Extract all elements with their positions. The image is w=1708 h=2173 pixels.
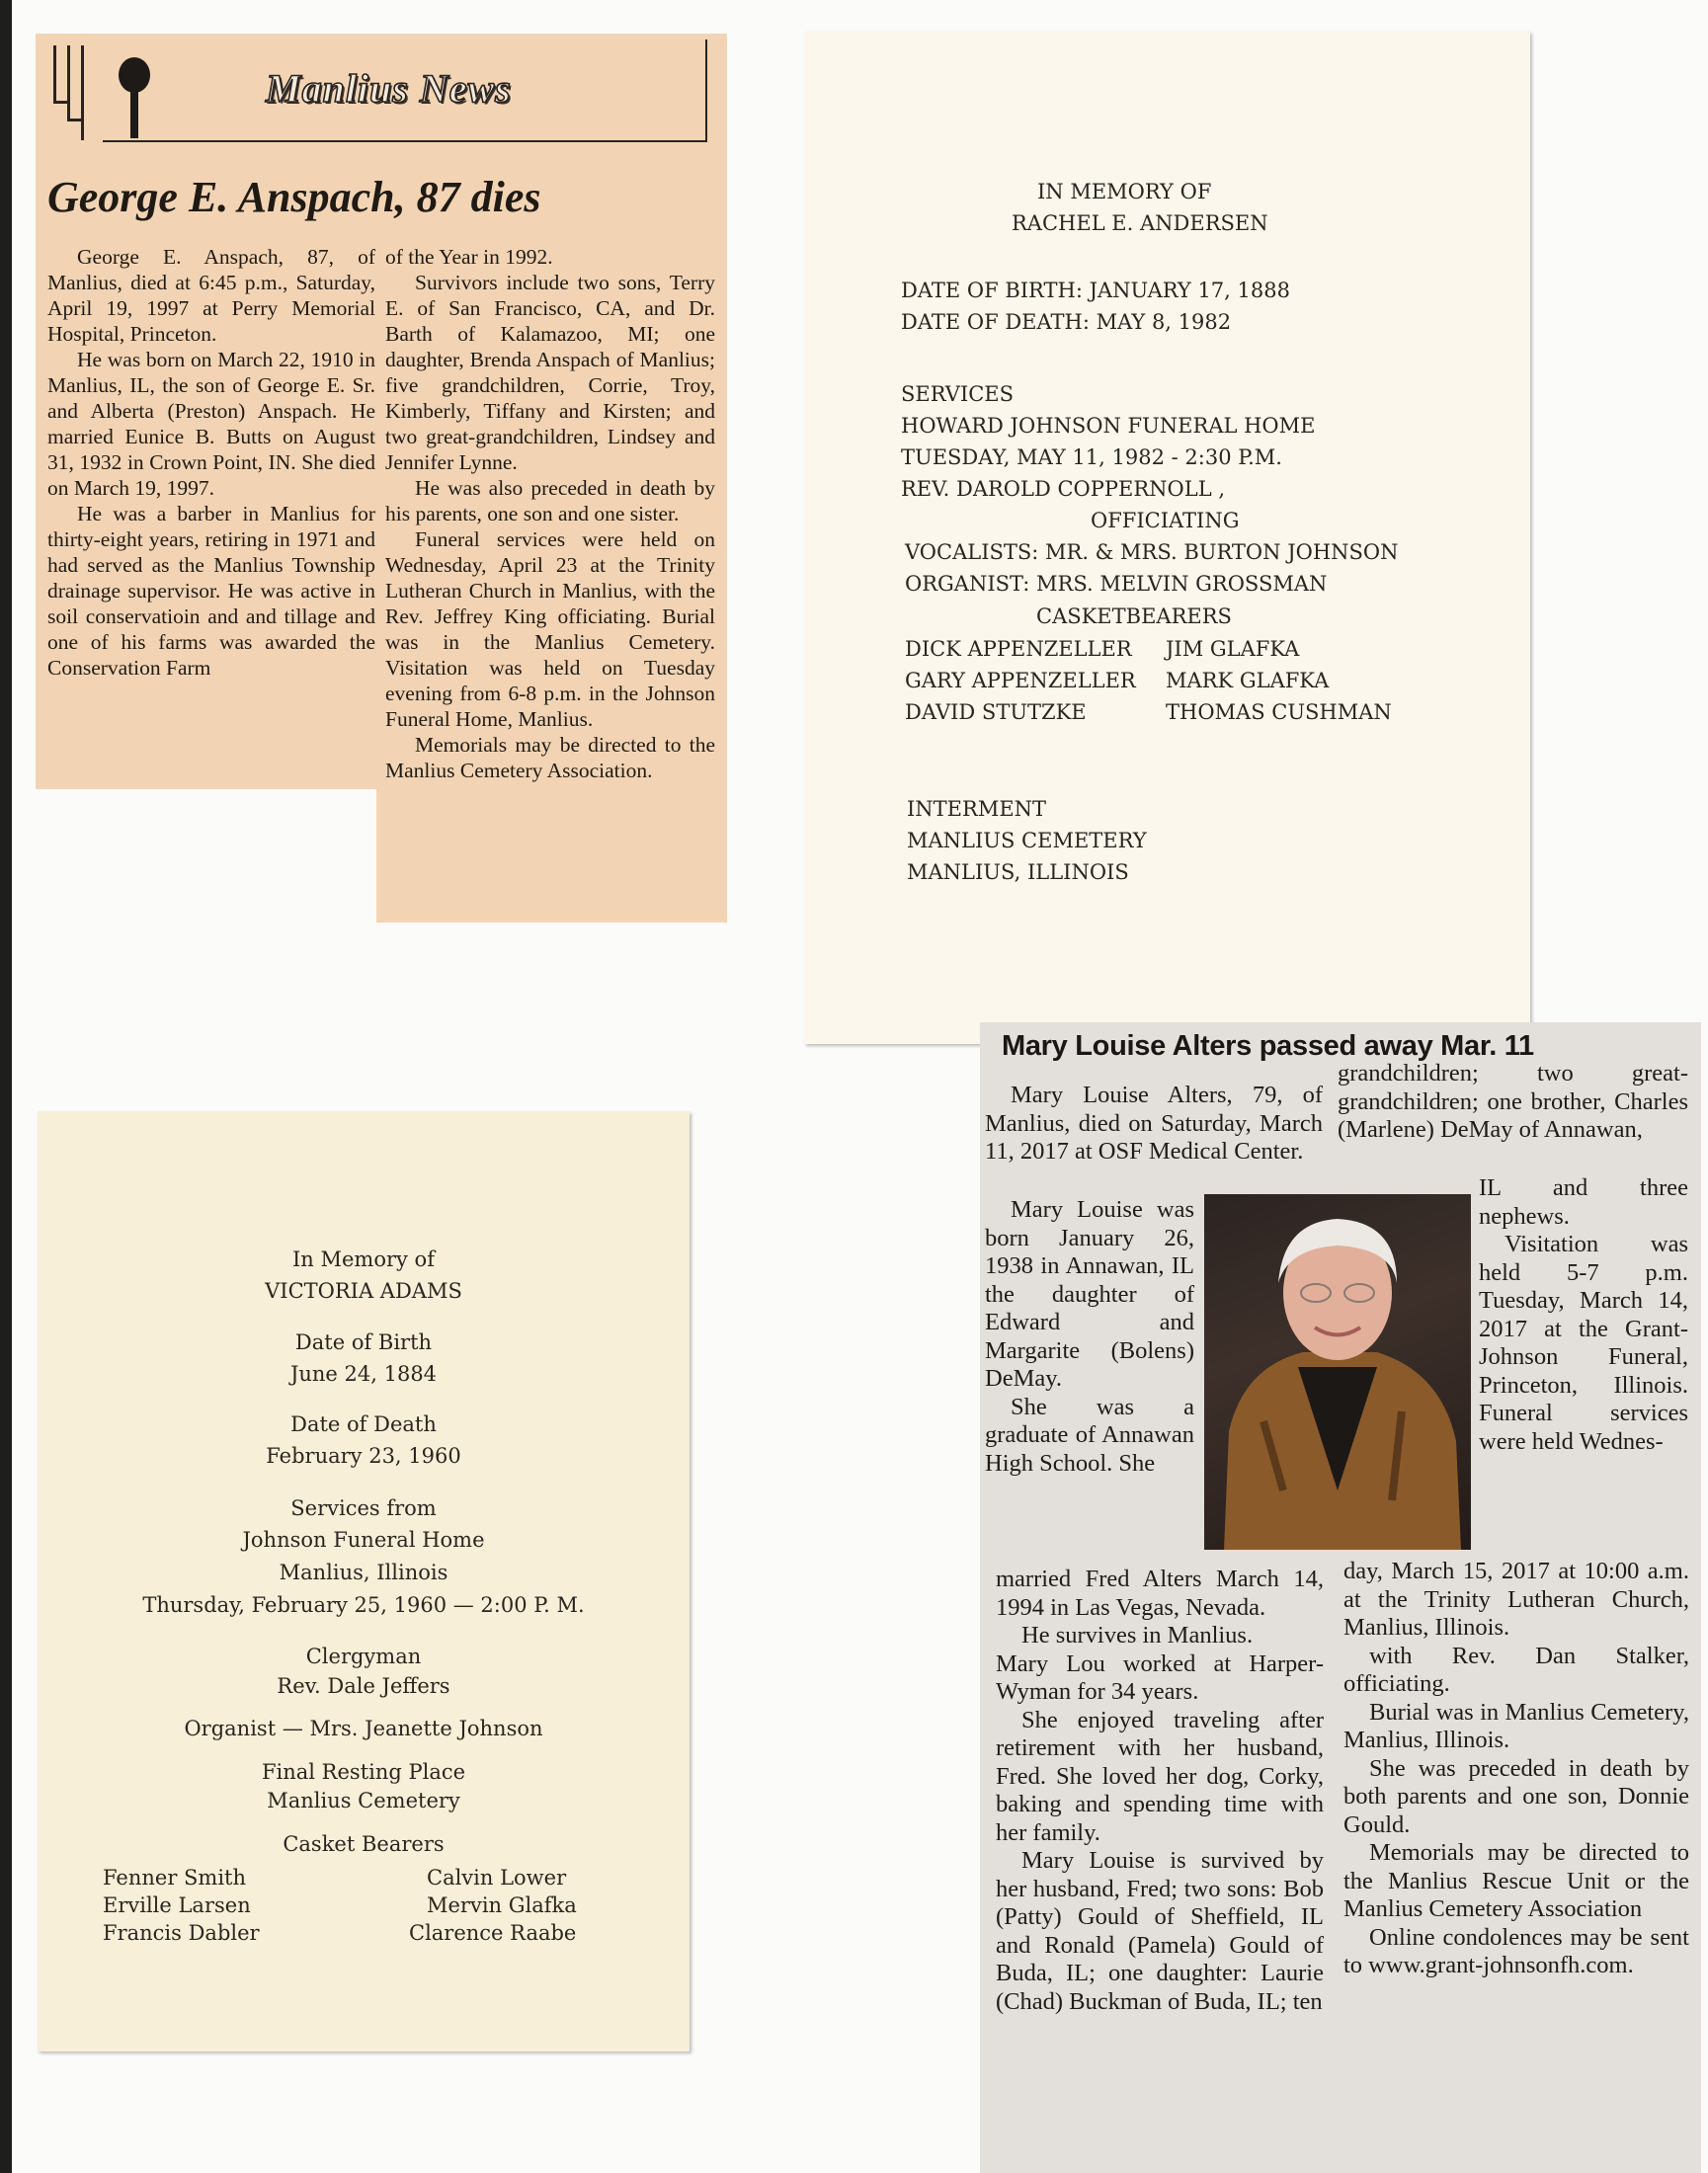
officiating: OFFICIATING	[1091, 509, 1240, 532]
cemetery: MANLIUS CEMETERY	[907, 829, 1147, 852]
paragraph: He was also preceded in death by his parents, one son and one sister.	[385, 476, 715, 525]
death-label: Date of Death	[290, 1412, 437, 1436]
paragraph: of the Year in 1992.	[385, 245, 553, 269]
bearer-name: Fenner Smith	[103, 1866, 247, 1890]
bearer-name: GARY APPENZELLER	[905, 669, 1136, 692]
paragraph: IL and three nephews.	[1479, 1174, 1688, 1230]
memorial-card-adams	[38, 1111, 690, 2052]
article-column-2	[1338, 1060, 1688, 1145]
deceased-name: VICTORIA ADAMS	[265, 1279, 462, 1303]
organist: ORGANIST: MRS. MELVIN GROSSMAN	[905, 572, 1328, 596]
headline: Mary Louise Alters passed away Mar. 11	[1002, 1030, 1534, 1062]
town: Manlius, Illinois	[279, 1561, 448, 1584]
paragraph: He was born on March 22, 1910 in Manlius, IL, the son of George E. Sr. and Alberta (Preston) Anspach. He married Eunice B. Butts on August 31, 1932 in Crown Point, IN. She died on March 19, 1997.	[47, 348, 375, 500]
article-column-1	[985, 1082, 1323, 1167]
clipping-anspach	[36, 34, 727, 923]
paragraph: Burial was in Manlius Cemetery, Manlius, Illinois.	[1343, 1698, 1689, 1753]
birth-date: June 24, 1884	[289, 1362, 438, 1386]
masthead	[43, 40, 707, 144]
paragraph: Mary Louise Alters, 79, of Manlius, died on Saturday, March 11, 2017 at OSF Medical Center.	[985, 1082, 1323, 1165]
paragraph: grandchildren; two great-grandchildren; one brother, Charles (Marlene) DeMay of Annawan,	[1338, 1060, 1688, 1143]
paragraph: She was a graduate of Annawan High School. She	[985, 1393, 1194, 1477]
paragraph: Mary Louise is survived by her husband, Fred; two sons: Bob (Patty) Gould of Sheffield, IL and Ronald (Pamela) Gould of Buda, IL; one daughter: Laurie (Chad) Buckman of Buda, IL; ten	[996, 1847, 1324, 2015]
paragraph: Memorials may be directed to the Manlius Rescue Unit or the Manlius Cemetery Association	[1343, 1839, 1689, 1922]
portrait-image	[1204, 1194, 1471, 1550]
birth-label: Date of Birth	[294, 1330, 433, 1354]
paragraph: She enjoyed traveling after retirement with her husband, Fred. She loved her dog, Corky, baking and spending time with her family.	[996, 1706, 1324, 1846]
bearer-name: Erville Larsen	[103, 1893, 251, 1917]
lamp-post-icon	[115, 55, 154, 144]
article-column-2-beside-photo	[1479, 1174, 1688, 1456]
bearer-name: THOMAS CUSHMAN	[1166, 700, 1392, 724]
paragraph: Mary Louise was born January 26, 1938 in Annawan, IL the daughter of Edward and Margarite (Bolens) DeMay.	[985, 1196, 1194, 1392]
interment-label: INTERMENT	[907, 797, 1047, 821]
paragraph: with Rev. Dan Stalker, officiating.	[1343, 1642, 1689, 1697]
paragraph: Visitation was held 5-7 p.m. Tuesday, March 14, 2017 at the Grant-Johnson Funeral, Princeton, Illinois. Funeral services were held Wednes-	[1479, 1231, 1688, 1455]
paragraph: day, March 15, 2017 at 10:00 a.m. at the Trinity Lutheran Church, Manlius, Illinois.	[1343, 1558, 1689, 1641]
services-label: Services from	[290, 1496, 437, 1520]
paragraph: He survives in Manlius.	[1021, 1622, 1254, 1649]
clergy: Rev. Dale Jeffers	[277, 1674, 450, 1698]
clipping-alters	[980, 1022, 1701, 2173]
bearer-name: JIM GLAFKA	[1166, 637, 1300, 661]
bearer-name: Clarence Raabe	[409, 1921, 577, 1945]
article-column-2	[385, 244, 715, 783]
bearer-name: Mervin Glafka	[427, 1893, 577, 1917]
funeral-home: HOWARD JOHNSON FUNERAL HOME	[901, 414, 1316, 438]
card-header: IN MEMORY OF	[1037, 180, 1212, 203]
funeral-home: Johnson Funeral Home	[242, 1528, 485, 1552]
bearer-name: DICK APPENZELLER	[905, 637, 1132, 661]
paragraph: Memorials may be directed to the Manlius Cemetery Association.	[385, 733, 715, 782]
paragraph: Mary Lou worked at Harper-Wyman for 34 years.	[996, 1650, 1324, 1705]
location: MANLIUS, ILLINOIS	[907, 860, 1129, 884]
deceased-name: RACHEL E. ANDERSEN	[1012, 211, 1268, 235]
article-column-1-lower	[996, 1566, 1324, 2016]
services-label: SERVICES	[901, 382, 1015, 406]
scan-edge	[0, 0, 12, 2173]
organist: Organist — Mrs. Jeanette Johnson	[184, 1717, 543, 1740]
birth-date: DATE OF BIRTH: JANUARY 17, 1888	[901, 279, 1290, 302]
bearer-name: DAVID STUTZKE	[905, 700, 1087, 724]
bearer-name: Francis Dabler	[103, 1921, 260, 1945]
headline: George E. Anspach, 87 dies	[47, 173, 541, 221]
bearer-name: MARK GLAFKA	[1166, 669, 1330, 692]
casketbearers-label: CASKETBEARERS	[1036, 604, 1232, 628]
scrapbook-page	[12, 0, 1708, 2173]
paragraph: She was preceded in death by both parents and one son, Donnie Gould.	[1343, 1754, 1689, 1838]
memorial-card-andersen	[804, 32, 1530, 1044]
clergy-label: Clergyman	[305, 1645, 422, 1668]
clipping-paper-tail	[376, 789, 727, 923]
card-header: In Memory of	[292, 1247, 435, 1271]
paragraph: Online condolences may be sent to www.grant-johnsonfh.com.	[1343, 1923, 1689, 1978]
paragraph: Funeral services were held on Wednesday, April 23 at the Trinity Lutheran Church in Manlius, with the Rev. Jeffrey King officiating. Burial was in the Manlius Cemetery. Visitation was held on Tuesday evening from 6-8 p.m. in the Johnson Funeral Home, Manlius.	[385, 527, 715, 731]
paragraph: married Fred Alters March 14, 1994 in Las Vegas, Nevada.	[996, 1566, 1324, 1621]
article-column-1	[47, 244, 375, 681]
paragraph: George E. Anspach, 87, of Manlius, died at 6:45 p.m., Saturday, April 19, 1997 at Perry Memorial Hospital, Princeton.	[47, 245, 375, 346]
clergy: REV. DAROLD COPPERNOLL ,	[901, 477, 1225, 501]
masthead-title: Manlius News	[266, 66, 512, 111]
article-column-2-lower	[1343, 1558, 1689, 1980]
death-date: DATE OF DEATH: MAY 8, 1982	[901, 310, 1232, 334]
bearer-name: Calvin Lower	[427, 1866, 567, 1890]
death-date: February 23, 1960	[266, 1444, 461, 1468]
paragraph: He was a barber in Manlius for thirty-eight years, retiring in 1971 and had served as the Manlius Township drainage supervisor. He was active in soil conservatioin and and tillage and one of his farms was awarded the Conservation Farm	[47, 502, 375, 680]
bearers-label: Casket Bearers	[283, 1832, 445, 1856]
service-time: Thursday, February 25, 1960 — 2:00 P. M.	[142, 1593, 585, 1617]
vocalists: VOCALISTS: MR. & MRS. BURTON JOHNSON	[905, 540, 1399, 564]
service-time: TUESDAY, MAY 11, 1982 - 2:30 P.M.	[901, 445, 1282, 469]
portrait-photo	[1204, 1194, 1471, 1550]
cemetery: Manlius Cemetery	[267, 1789, 460, 1812]
paragraph: Survivors include two sons, Terry E. of San Francisco, CA, and Dr. Barth of Kalamazoo, MI; one daughter, Brenda Anspach of Manlius; five grandchildren, Corrie, Troy, Kimberly, Tiffany and Kirsten; and two great-grandchildren, Lindsey and Jennifer Lynne.	[385, 271, 715, 474]
resting-label: Final Resting Place	[261, 1760, 466, 1784]
article-column-1-beside-photo	[985, 1196, 1194, 1478]
